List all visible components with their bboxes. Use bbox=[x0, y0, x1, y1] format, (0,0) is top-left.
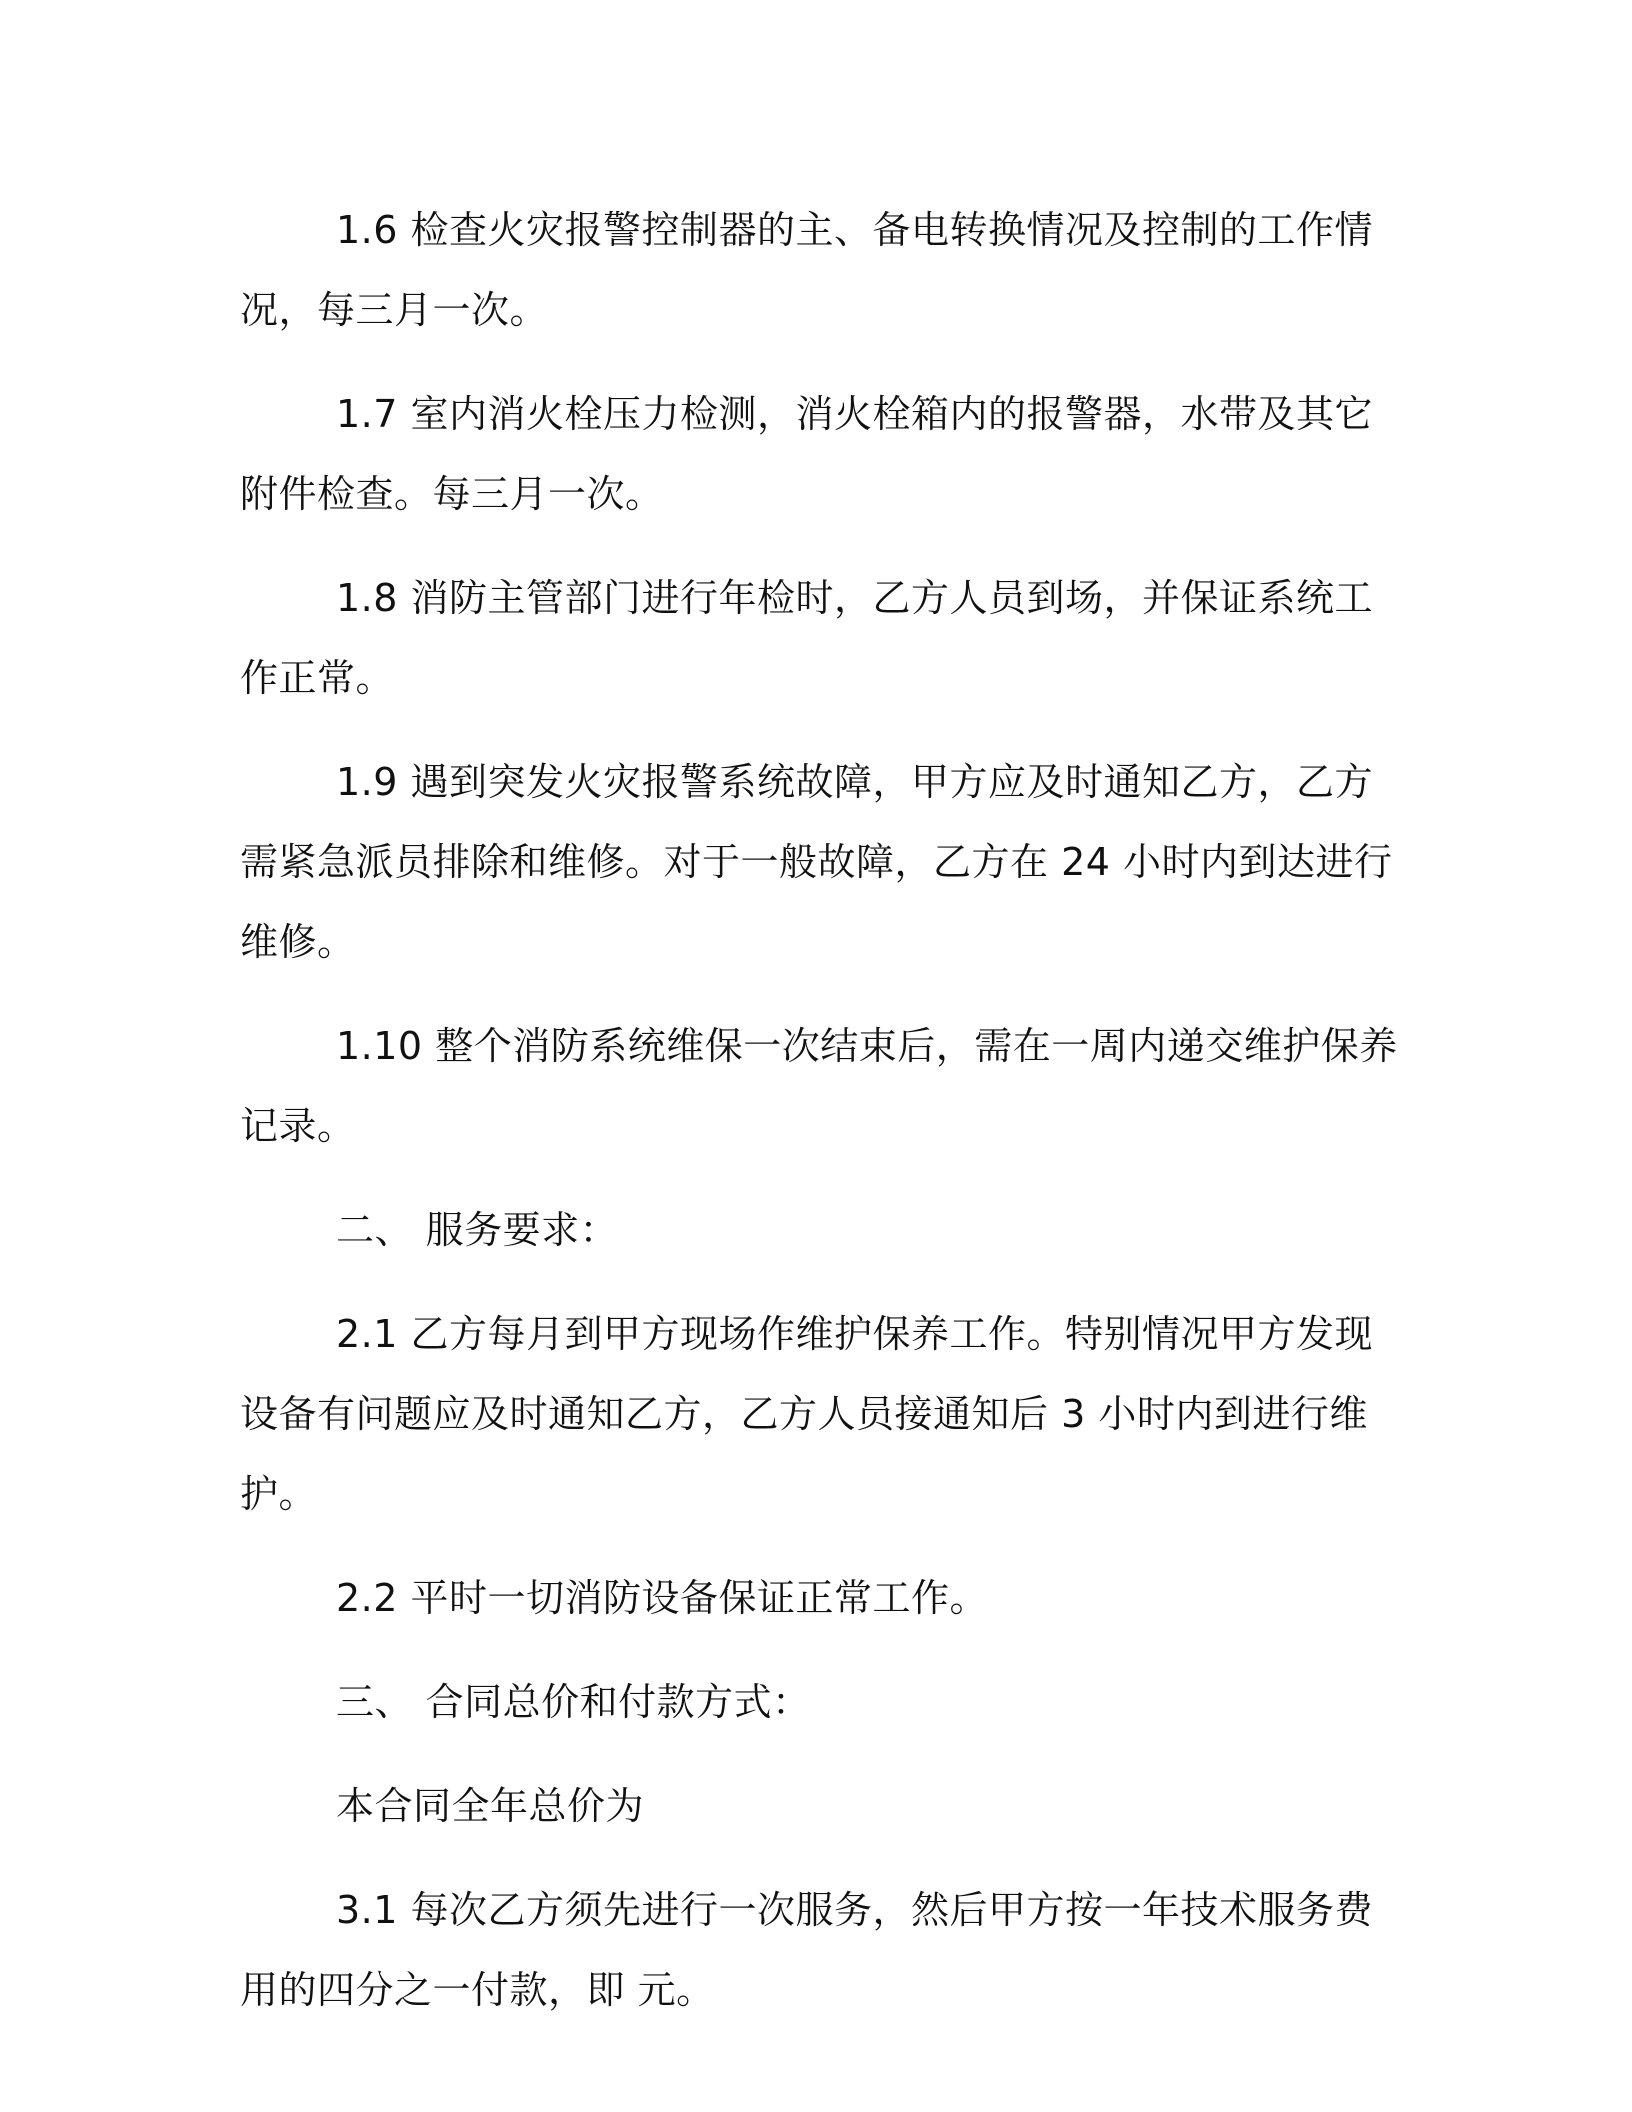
clause-1-9: 1.9 遇到突发火灾报警系统故障，甲方应及时通知乙方，乙方需紧急派员排除和维修。对于一般故障，乙方在 24 小时内到达进行维修。 bbox=[240, 760, 1393, 964]
section-heading-contract-price: 三、 合同总价和付款方式： bbox=[336, 1680, 811, 1724]
section-heading-service-requirements: 二、 服务要求： bbox=[336, 1208, 619, 1252]
clause-1-7: 1.7 室内消火栓压力检测，消火栓箱内的报警器，水带及其它附件检查。每三月一次。 bbox=[240, 392, 1374, 516]
clause-2-2: 2.2 平时一切消防设备保证正常工作。 bbox=[336, 1576, 989, 1620]
clause-1-6: 1.6 检查火灾报警控制器的主、备电转换情况及控制的工作情况，每三月一次。 bbox=[240, 208, 1374, 332]
document-body bbox=[240, 190, 1400, 2054]
clause-3-1: 3.1 每次乙方须先进行一次服务，然后甲方按一年技术服务费用的四分之一付款，即 元。 bbox=[240, 1888, 1374, 2012]
clause-2-1: 2.1 乙方每月到甲方现场作维护保养工作。特别情况甲方发现设备有问题应及时通知乙方，乙方人员接通知后 3 小时内到进行维护。 bbox=[240, 1312, 1374, 1516]
clause-1-8: 1.8 消防主管部门进行年检时，乙方人员到场，并保证系统工作正常。 bbox=[240, 576, 1374, 700]
clause-1-10: 1.10 整个消防系统维保一次结束后，需在一周内递交维护保养记录。 bbox=[240, 1024, 1398, 1148]
contract-total-price-line: 本合同全年总价为 bbox=[336, 1784, 645, 1828]
